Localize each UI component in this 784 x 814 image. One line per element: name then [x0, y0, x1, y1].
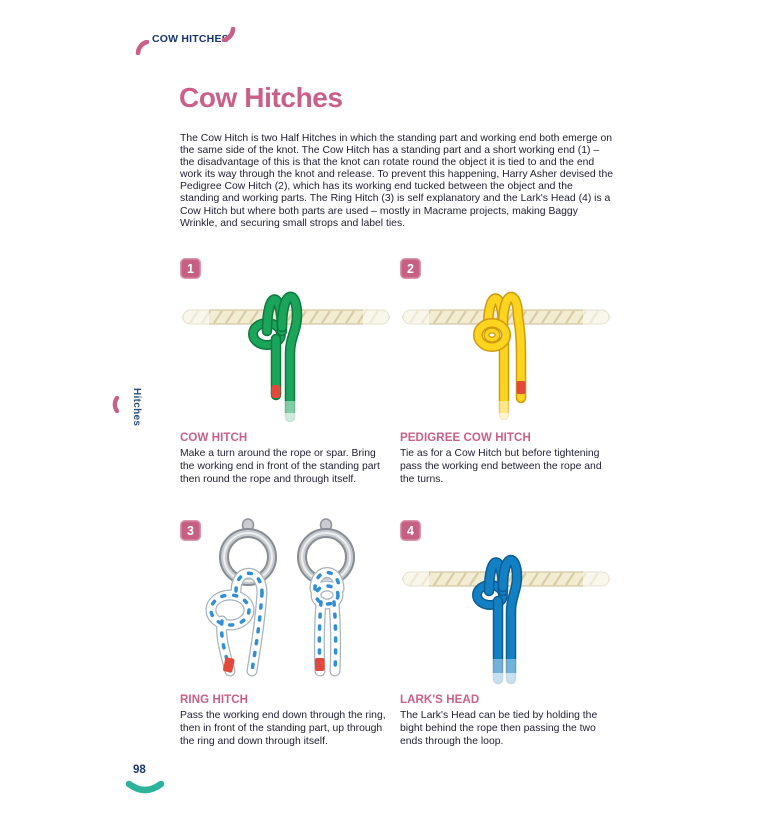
intro-paragraph: The Cow Hitch is two Half Hitches in which the standing part and working end both emerge on the same side of the knot. The Cow Hitch has a standing part and a short working end (1) – the disadvantage of this is that the knot can rotate round the object it is tied to and the end work its way through the knot and release. To prevent this happening, Harry Asher devised the Pedigree Cow Hitch (2), which has its working end tucked between the object and the standing and working parts. The Ring Hitch (3) is self explanatory and the Lark's Head (4) is a Cow Hitch but where both parts are used – mostly in Macrame projects, making Baggy Wrinkle, and securing small strops and label ties.: [180, 133, 614, 229]
section-ring-hitch: [180, 517, 392, 748]
red-rope-tip: [517, 381, 526, 394]
red-rope-tip: [315, 658, 325, 671]
page-title: Cow Hitches: [179, 82, 343, 113]
white-rope: [211, 573, 339, 672]
pink-arc-right-icon: [221, 27, 236, 42]
pedigree-cow-hitch-illustration: [400, 255, 612, 427]
step-number-badge: 4: [400, 520, 421, 541]
step-number-badge: 2: [400, 258, 421, 279]
knot-heading: LARK'S HEAD: [400, 694, 480, 706]
larks-head-illustration: [400, 517, 612, 689]
knot-caption: Make a turn around the rope or spar. Bring the working end in front of the standing part then round the rope and through itself.: [180, 448, 380, 485]
step-number-badge: 3: [180, 520, 201, 541]
teal-arc-icon: [124, 779, 166, 796]
section-cow-hitch: [180, 255, 392, 486]
pink-arc-left-icon: [135, 40, 150, 55]
knot-caption: The Lark's Head can be tied by holding the bight behind the rope then passing the two ends through the loop.: [400, 710, 598, 747]
red-rope-tip: [272, 385, 281, 398]
side-tab-label: Hitches: [131, 388, 142, 427]
pink-crescent-icon: [108, 396, 120, 413]
yellow-knot: [478, 297, 521, 415]
section-larks-head: [400, 517, 612, 748]
chapter-tab-label: COW HITCHES: [152, 33, 229, 45]
knot-heading: RING HITCH: [180, 694, 249, 706]
ring-hitch-illustration: [180, 517, 392, 689]
knot-heading: COW HITCH: [180, 432, 248, 444]
knot-caption: Pass the working end down through the ring, then in front of the standing part, up through the ring and down through itself.: [180, 710, 386, 747]
knot-caption: Tie as for a Cow Hitch but before tightening pass the working end between the rope and the turns.: [400, 448, 602, 485]
step-number-badge: 1: [180, 258, 201, 279]
cow-hitch-illustration: [180, 255, 392, 427]
page-number: 98: [133, 764, 146, 776]
knot-heading: PEDIGREE COW HITCH: [400, 432, 531, 444]
section-pedigree-cow-hitch: [400, 255, 612, 486]
